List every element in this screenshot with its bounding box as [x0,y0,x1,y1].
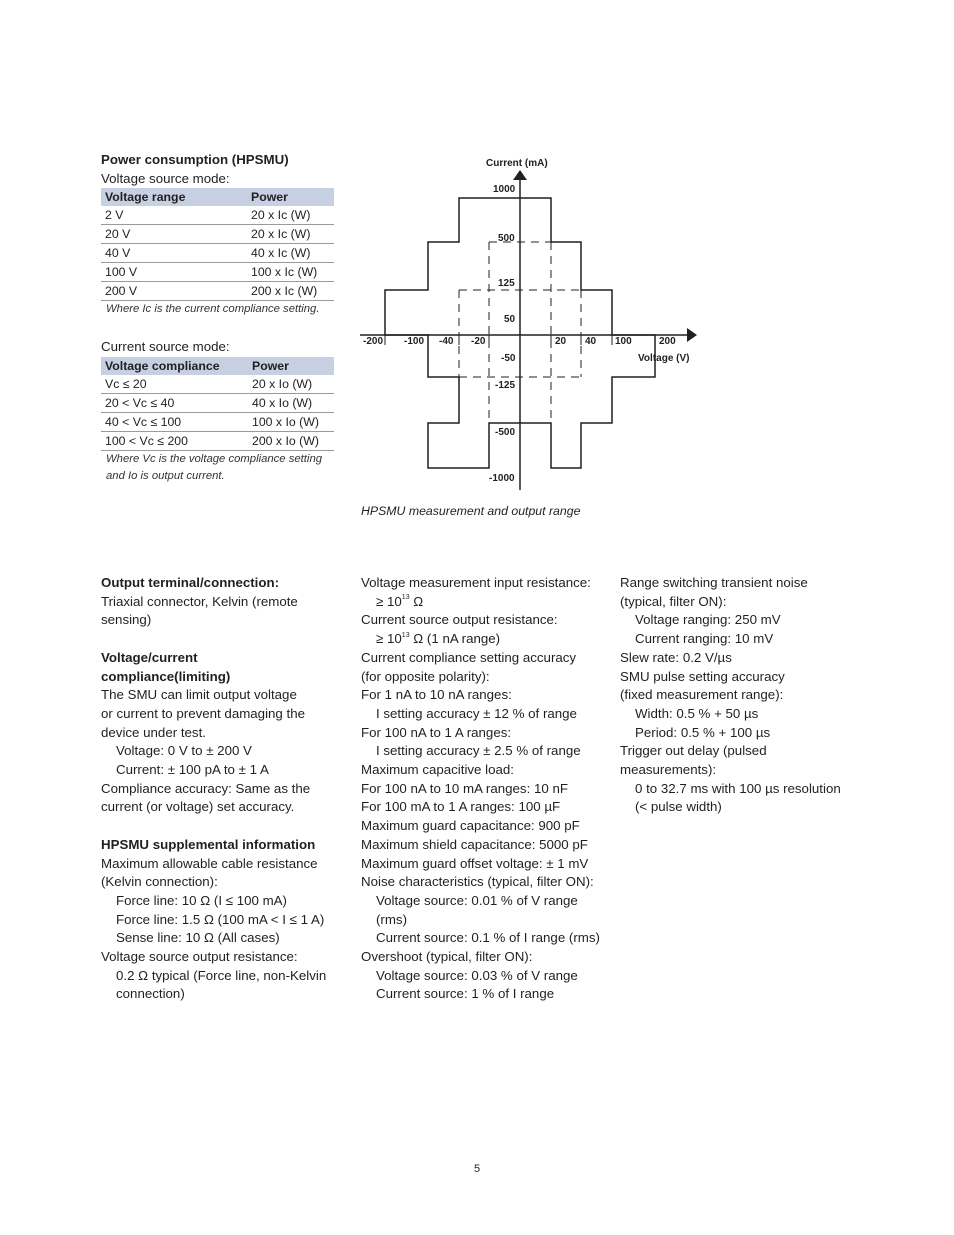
spec-line: (< pulse width) [635,799,722,815]
spec-line: Overshoot (typical, filter ON): [361,949,533,965]
current-table-note-1: Where Vc is the voltage compliance setting [106,453,323,466]
x-tick-label: 20 [555,336,567,347]
power-title: Power consumption (HPSMU) [101,152,289,167]
current-mode-table [101,357,334,451]
spec-line: Current source: 1 % of I range [376,986,555,1002]
spec-line: For 100 mA to 1 A ranges: 100 µF [361,799,561,815]
table-header: Power [247,188,334,206]
table-cell: Vc ≤ 20 [101,375,248,394]
x-tick-label: -40 [439,336,454,347]
spec-line: Compliance accuracy: Same as the [101,780,311,796]
output-terminal-title: Output terminal/connection: [101,575,280,590]
y-tick-label: -1000 [489,473,515,484]
spec-line: Current compliance setting accuracy [361,649,577,665]
x-axis-label: Voltage (V) [638,353,690,364]
spec-line: or current to prevent damaging the [101,705,306,721]
spec-line: Maximum capacitive load: [361,762,514,778]
spec-line: Sense line: 10 Ω (All cases) [116,930,280,946]
table-row [101,413,334,432]
compliance-title: Voltage/current [101,649,198,665]
spec-line: (Kelvin connection): [101,874,218,890]
spec-line: (typical, filter ON): [620,593,727,609]
voltage-mode-table [101,188,334,301]
spec-line: 0 to 32.7 ms with 100 µs resolution [635,780,841,796]
diagram-caption: HPSMU measurement and output range [361,504,581,518]
spec-line: SMU pulse setting accuracy [620,668,785,684]
table-row [101,282,334,301]
spec-line: For 100 nA to 10 mA ranges: 10 nF [361,780,568,796]
table-row [101,263,334,282]
y-tick-label: -125 [495,380,516,391]
spec-line: Range switching transient noise [620,575,808,590]
spec-line: Force line: 1.5 Ω (100 mA < I ≤ 1 A) [116,911,325,927]
exponent: 13 [401,594,410,602]
spec-line: Maximum guard offset voltage: ± 1 mV [361,855,589,871]
table-cell: 40 V [101,244,247,263]
value-text: ≥ 10 [376,593,402,609]
spec-line: Noise characteristics (typical, filter ON): [361,874,594,890]
spec-line: Maximum allowable cable resistance [101,855,318,871]
spec-line: Voltage measurement input resistance: [361,575,591,590]
table-cell: 100 V [101,263,247,282]
spec-line: Voltage: 0 V to ± 200 V [116,743,252,759]
spec-line: Voltage source output resistance: [101,949,298,965]
spec-line: sensing) [101,612,152,628]
voltage-table-note: Where Ic is the current compliance setting. [106,303,320,316]
table-cell: 100 x Ic (W) [247,263,334,282]
spec-line: current (or voltage) set accuracy. [101,799,295,815]
table-header: Voltage range [101,188,247,206]
power-section [101,151,334,485]
table-cell: 200 x Io (W) [248,432,334,451]
table-row [101,225,334,244]
spec-line: Triaxial connector, Kelvin (remote [101,593,298,609]
table-cell: 20 x Ic (W) [247,225,334,244]
x-tick-label: 40 [585,336,597,347]
spec-line: The SMU can limit output voltage [101,687,297,703]
spec-line: device under test. [101,724,206,740]
y-tick-label: -500 [495,427,516,438]
compliance-title-2: compliance(limiting) [101,668,231,684]
table-cell: 20 < Vc ≤ 40 [101,394,248,413]
range-diagram [355,150,705,495]
table-cell: 200 x Ic (W) [247,282,334,301]
exponent: 13 [401,631,410,639]
table-cell: 20 x Io (W) [248,375,334,394]
value-text: ≥ 10 [376,631,402,647]
spec-line: Force line: 10 Ω (I ≤ 100 mA) [116,892,287,908]
table-row [101,206,334,225]
spec-line: For 1 nA to 10 nA ranges: [361,687,512,703]
x-tick-label: -200 [363,336,384,347]
y-tick-label: 500 [498,233,515,244]
supplemental-title: HPSMU supplemental information [101,836,316,852]
x-axis-arrow [687,328,697,342]
spec-line: Current source: 0.1 % of I range (rms) [376,930,600,946]
column-3 [620,574,860,817]
spec-line: connection) [116,986,185,1002]
spec-line: I setting accuracy ± 12 % of range [376,705,577,721]
spec-line: Voltage source: 0.03 % of V range [376,967,578,983]
imode-label: Current source mode: [101,339,230,355]
spec-line: Current source output resistance: [361,612,558,628]
table-row [101,375,334,394]
spec-line: Current: ± 100 pA to ± 1 A [116,762,269,778]
spec-line: I setting accuracy ± 2.5 % of range [376,743,581,759]
spec-value [361,630,611,649]
spec-line: Slew rate: 0.2 V/µs [620,649,732,665]
x-tick-label: 200 [659,336,676,347]
unit-text: Ω [409,593,424,609]
table-row [101,432,334,451]
spec-line: Voltage source: 0.01 % of V range [376,892,578,908]
spec-line: Voltage ranging: 250 mV [635,612,781,628]
current-table-note-2: and Io is output current. [106,470,225,483]
spec-line: Width: 0.5 % + 50 µs [635,705,759,721]
x-tick-label: -20 [471,336,486,347]
table-cell: 40 x Ic (W) [247,244,334,263]
spec-line: Current ranging: 10 mV [635,631,774,647]
y-tick-label: 1000 [493,184,516,195]
column-2 [361,574,611,1004]
table-cell: 2 V [101,206,247,225]
spec-line: Period: 0.5 % + 100 µs [635,724,771,740]
page-number: 5 [474,1163,481,1175]
spec-line: 0.2 Ω typical (Force line, non-Kelvin [116,967,327,983]
spec-line: (for opposite polarity): [361,668,490,684]
y-axis-label: Current (mA) [486,158,548,169]
column-1 [101,574,346,1004]
table-row [101,394,334,413]
y-axis-arrow [513,170,527,180]
spec-line: (fixed measurement range): [620,687,784,703]
table-cell: 100 x Io (W) [248,413,334,432]
unit-text: Ω (1 nA range) [409,631,501,647]
spec-line: Maximum shield capacitance: 5000 pF [361,836,588,852]
table-cell: 20 x Ic (W) [247,206,334,225]
table-cell: 20 V [101,225,247,244]
table-cell: 200 V [101,282,247,301]
table-cell: 40 < Vc ≤ 100 [101,413,248,432]
y-tick-label: 50 [504,314,516,325]
table-header: Voltage compliance [101,357,248,375]
spec-value [361,593,611,612]
vmode-label: Voltage source mode: [101,170,230,186]
spec-line: (rms) [376,911,408,927]
spec-line: For 100 nA to 1 A ranges: [361,724,512,740]
spec-line: measurements): [620,762,717,778]
table-cell: 40 x Io (W) [248,394,334,413]
y-tick-label: 125 [498,278,515,289]
table-header: Power [248,357,334,375]
table-header-row [101,188,334,206]
table-row [101,244,334,263]
spec-line: Trigger out delay (pulsed [620,743,767,759]
y-tick-label: -50 [501,353,516,364]
x-tick-label: 100 [615,336,632,347]
x-tick-label: -100 [404,336,425,347]
table-header-row [101,357,334,375]
table-cell: 100 < Vc ≤ 200 [101,432,248,451]
spec-line: Maximum guard capacitance: 900 pF [361,818,580,834]
